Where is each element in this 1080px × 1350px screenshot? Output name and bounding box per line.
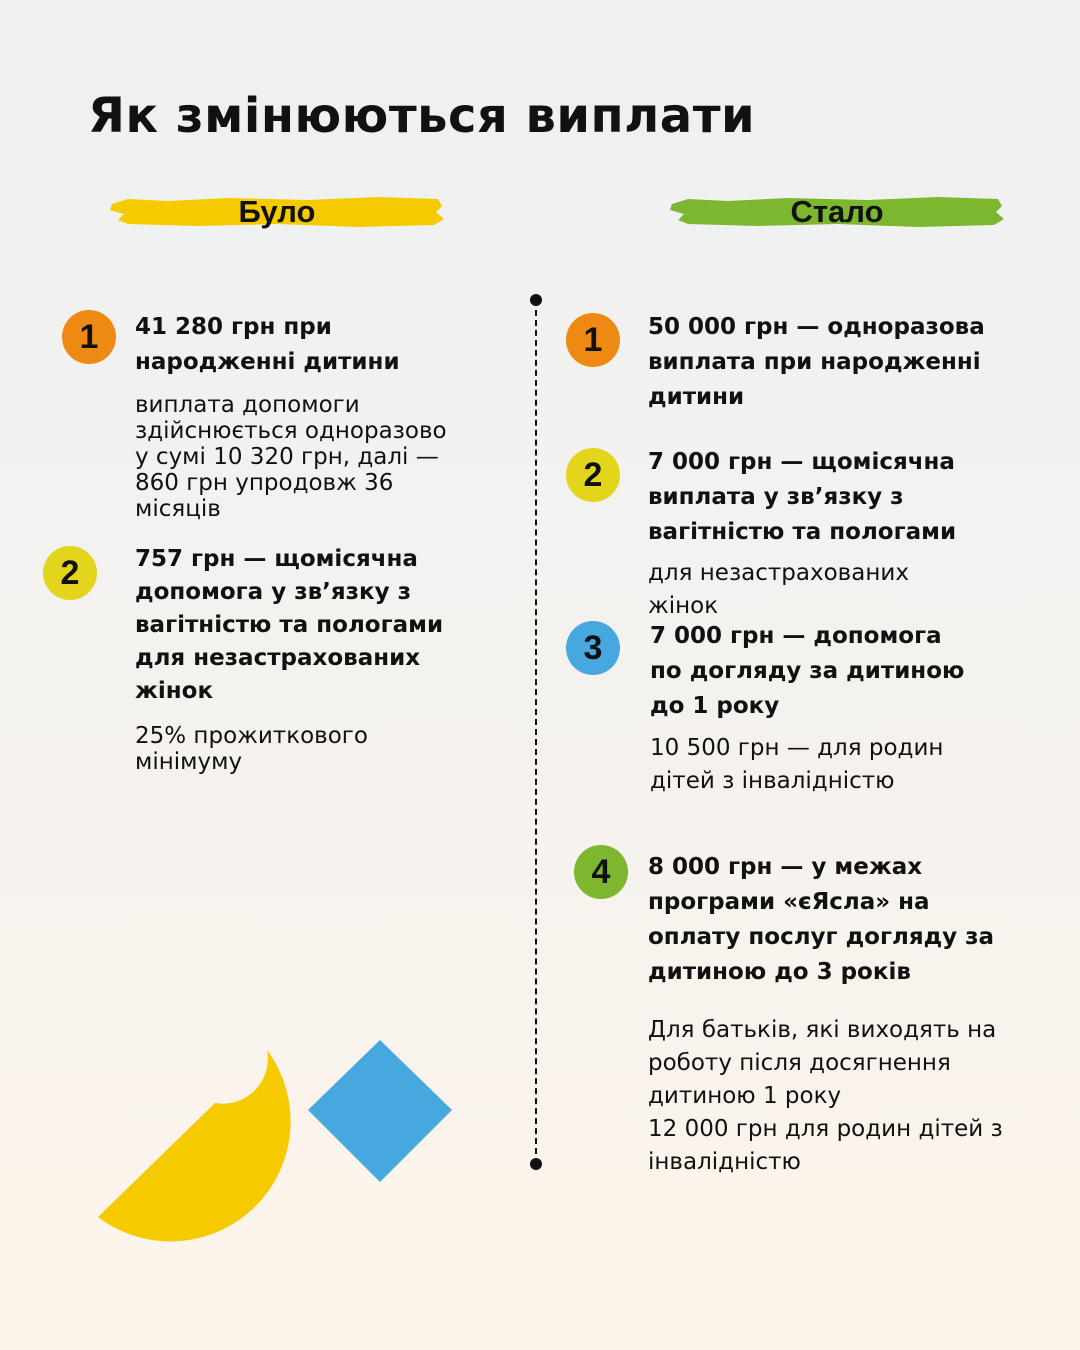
- yellow-arc-shape: [98, 1050, 291, 1241]
- column-label-before-text: Було: [238, 194, 316, 229]
- column-label-after: [668, 190, 1006, 234]
- before-item-2-heading: 757 грн — щомісячна допомога у зв’язку з вагітністю та пологами для незастрахованих жінок: [135, 546, 444, 704]
- before-item-2-description: 25% прожиткового мінімуму: [135, 723, 368, 775]
- divider-bottom-dot: [530, 1158, 542, 1170]
- page-title: Як змінюються виплати: [88, 88, 756, 144]
- before-item-1-heading: 41 280 грн при народженні дитини: [135, 314, 400, 375]
- after-item-4-heading: 8 000 грн — у межах програми «єЯсла» на оплату послуг догляду за дитиною до 3 років: [648, 854, 995, 985]
- column-label-after-text: Стало: [790, 194, 884, 229]
- before-badge-2: 2: [43, 546, 97, 600]
- after-badge-2: 2: [566, 448, 620, 502]
- after-item-3-description: 10 500 грн — для родин дітей з інвалідністю: [650, 735, 944, 794]
- decorative-shapes: [90, 1035, 490, 1265]
- after-item-3-heading: 7 000 грн — допомога по догляду за дитиною до 1 року: [650, 623, 965, 719]
- timeline-divider: [535, 300, 537, 1164]
- after-badge-3: 3: [566, 621, 620, 675]
- after-badge-4: 4: [574, 845, 628, 899]
- column-label-before: [108, 190, 446, 234]
- after-badge-1: 1: [566, 313, 620, 367]
- after-item-2-heading: 7 000 грн — щомісячна виплата у зв’язку з вагітністю та пологами: [648, 449, 957, 545]
- blue-diamond-shape: [308, 1040, 452, 1182]
- after-item-1-heading: 50 000 грн — одноразова виплата при народженні дитини: [648, 314, 985, 410]
- divider-top-dot: [530, 294, 542, 306]
- before-item-1-description: виплата допомоги здійснюється одноразово у сумі 10 320 грн, далі — 860 грн упродовж 36 місяців: [135, 392, 447, 522]
- before-badge-1: 1: [62, 310, 116, 364]
- after-item-2-description: для незастрахованих жінок: [648, 560, 909, 619]
- after-item-4-description: Для батьків, які виходять на роботу після досягнення дитиною 1 року 12 000 грн для родин дітей з інвалідністю: [648, 1017, 1003, 1175]
